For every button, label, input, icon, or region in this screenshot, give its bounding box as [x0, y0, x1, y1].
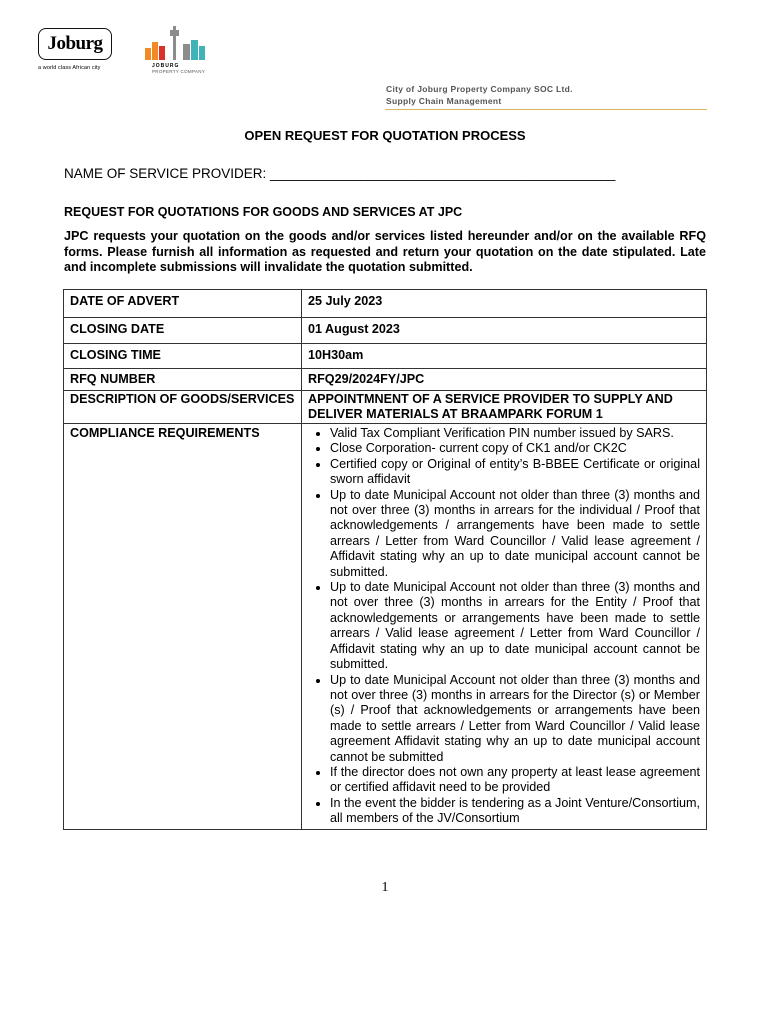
list-item: • If the director does not own any property at least lease agreement or certified affidavit need to be provided	[330, 765, 700, 796]
table-row	[64, 369, 707, 391]
jpc-logo-bar-red	[159, 46, 165, 60]
jpc-logo-bar-grey	[183, 44, 190, 60]
joburg-logo-wordmark: Joburg	[38, 28, 112, 60]
jpc-logo-bar-teal	[191, 40, 198, 60]
joburg-logo-tagline: a world class African city	[38, 65, 101, 71]
table-row	[64, 290, 707, 318]
list-item: • Close Corporation- current copy of CK1 and/or CK2C	[330, 441, 700, 456]
company-name: City of Joburg Property Company SOC Ltd.	[386, 84, 573, 94]
jpc-logo-bar-teal-short	[199, 46, 205, 60]
jpc-logo-bar-orange-tall	[152, 42, 158, 60]
row-value: 10H30am	[302, 344, 707, 369]
company-department: Supply Chain Management	[386, 96, 502, 106]
row-label: CLOSING DATE	[64, 318, 302, 344]
section-heading: REQUEST FOR QUOTATIONS FOR GOODS AND SERVICES AT JPC	[64, 205, 463, 219]
row-label: CLOSING TIME	[64, 344, 302, 369]
jpc-logo-tower-pod	[170, 30, 179, 36]
row-label: DESCRIPTION OF GOODS/SERVICES	[64, 391, 302, 424]
jpc-logo	[143, 20, 223, 80]
list-item: • Up to date Municipal Account not older than three (3) months and not over three (3) months in arrears for the individual / Proof that acknowledgements / arrangements have been made to settle arrears / Letter from Ward Councillor / Valid lease agreement / Affidavit stating why an up to date municipal account cannot be submitted.	[330, 488, 700, 580]
jpc-logo-sub: PROPERTY COMPANY	[152, 69, 206, 74]
row-value: 25 July 2023	[302, 290, 707, 318]
compliance-list	[308, 426, 700, 827]
row-value: APPOINTMNENT OF A SERVICE PROVIDER TO SUPPLY AND DELIVER MATERIALS AT BRAAMPARK FORUM 1	[302, 391, 707, 424]
document-title: OPEN REQUEST FOR QUOTATION PROCESS	[244, 128, 526, 143]
list-item: • Up to date Municipal Account not older than three (3) months and not over three (3) months in arrears for the Entity / Proof that acknowledgements or arrangements have been made to settle arrears / Valid lease agreement / Letter from Ward Councillor / Affidavit stating why an up to date municipal account cannot be submitted.	[330, 580, 700, 672]
list-item: • In the event the bidder is tendering as a Joint Venture/Consortium, all members of the JV/Consortium	[330, 796, 700, 827]
joburg-logo	[38, 28, 112, 71]
list-item: • Valid Tax Compliant Verification PIN number issued by SARS.	[330, 426, 700, 441]
jpc-skyline-icon	[143, 20, 223, 62]
service-provider-line: NAME OF SERVICE PROVIDER: ______________________________________________	[64, 166, 616, 181]
table-row	[64, 344, 707, 369]
compliance-row	[64, 424, 707, 830]
list-item: • Up to date Municipal Account not older than three (3) months and not over three (3) months in arrears for the Director (s) or Member (s) / Proof that acknowledgements or arrangements have been made to settle arrears / Letter from Ward Councillor / Valid lease agreement Affidavit stating why an up to date municipal account cannot be submitted	[330, 673, 700, 765]
jpc-logo-name: JOBURG	[152, 63, 180, 69]
row-label: RFQ NUMBER	[64, 369, 302, 391]
list-item: • Certified copy or Original of entity’s B-BBEE Certificate or original sworn affidavit	[330, 457, 700, 488]
header-divider	[385, 109, 707, 110]
intro-paragraph: JPC requests your quotation on the goods and/or services listed hereunder and/or on the available RFQ forms. Please furnish all information as requested and return your quotation on the date stipulated. Late and incomplete submissions will invalidate the quotation submitted.	[64, 229, 706, 274]
table-row	[64, 318, 707, 344]
rfq-details-table	[63, 289, 707, 830]
page-number: 1	[381, 880, 389, 895]
row-value: 01 August 2023	[302, 318, 707, 344]
compliance-label: COMPLIANCE REQUIREMENTS	[64, 424, 302, 830]
table-row	[64, 391, 707, 424]
row-label: DATE OF ADVERT	[64, 290, 302, 318]
company-header	[386, 83, 573, 107]
compliance-list-cell	[302, 424, 707, 830]
row-value: RFQ29/2024FY/JPC	[302, 369, 707, 391]
jpc-logo-bar-orange	[145, 48, 151, 60]
